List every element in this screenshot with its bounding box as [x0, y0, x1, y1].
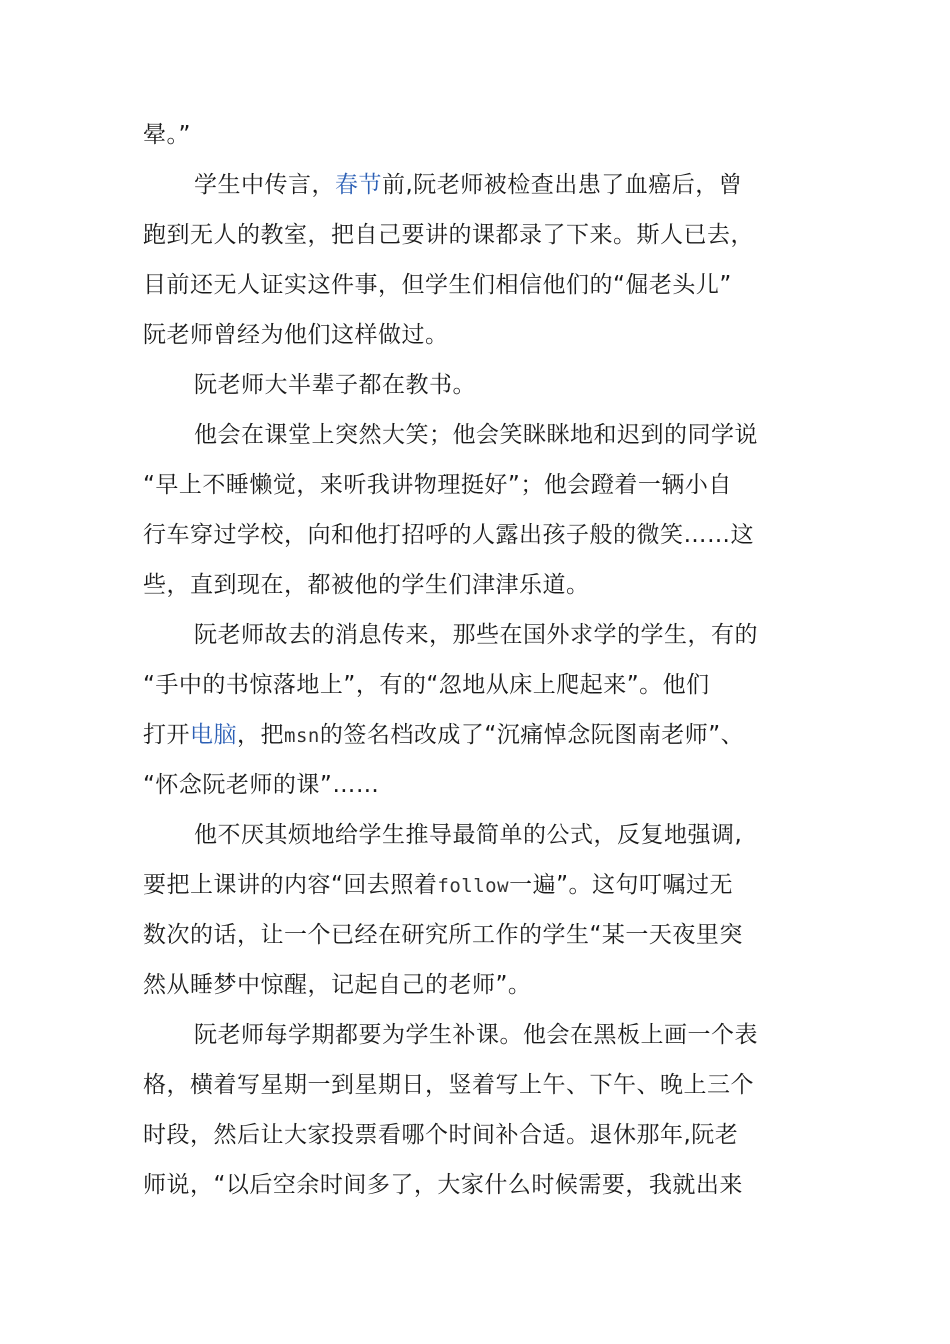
link-spring-festival[interactable]: 春节: [335, 172, 382, 198]
text-line: 学生中传言，春节前,阮老师被检查出患了血癌后，曾: [194, 172, 743, 198]
text-line: 他会在课堂上突然大笑；他会笑眯眯地和迟到的同学说: [194, 422, 758, 448]
text-line: “手中的书惊落地上”，有的“忽地从床上爬起来”。他们: [143, 672, 710, 698]
text-line: 数次的话，让一个已经在研究所工作的学生“某一天夜里突: [143, 922, 743, 948]
text-line: “怀念阮老师的课”……: [143, 772, 380, 798]
text-line: 师说，“以后空余时间多了，大家什么时候需要，我就出来: [143, 1172, 743, 1198]
text-line: 时段，然后让大家投票看哪个时间补合适。退休那年,阮老: [143, 1122, 739, 1148]
text-line: 格，横着写星期一到星期日，竖着写上午、下午、晚上三个: [143, 1072, 754, 1098]
text-line: 阮老师故去的消息传来，那些在国外求学的学生，有的: [194, 622, 758, 648]
text-line: 阮老师曾经为他们这样做过。: [143, 322, 449, 348]
text-line: 要把上课讲的内容“回去照着follow一遍”。这句叮嘱过无: [143, 872, 733, 898]
text-line: 阮老师每学期都要为学生补课。他会在黑板上画一个表: [194, 1022, 758, 1048]
text-line: 目前还无人证实这件事，但学生们相信他们的“倔老头儿”: [143, 272, 732, 298]
text-line: 晕。”: [143, 122, 191, 148]
text-line: “早上不睡懒觉，来听我讲物理挺好”；他会蹬着一辆小自: [143, 472, 732, 498]
text-line: 打开电脑，把msn的签名档改成了“沉痛悼念阮图南老师”、: [143, 722, 745, 748]
text-line: 他不厌其烦地给学生推导最简单的公式，反复地强调,: [194, 822, 743, 848]
text-line: 然从睡梦中惊醒，记起自己的老师”。: [143, 972, 532, 998]
text-line: 些，直到现在，都被他的学生们津津乐道。: [143, 572, 590, 598]
link-computer[interactable]: 电脑: [190, 722, 237, 748]
text-line: 行车穿过学校，向和他打招呼的人露出孩子般的微笑……这: [143, 522, 754, 548]
text-line: 跑到无人的教室，把自己要讲的课都录了下来。斯人已去，: [143, 222, 754, 248]
text-line: 阮老师大半辈子都在教书。: [194, 372, 476, 398]
